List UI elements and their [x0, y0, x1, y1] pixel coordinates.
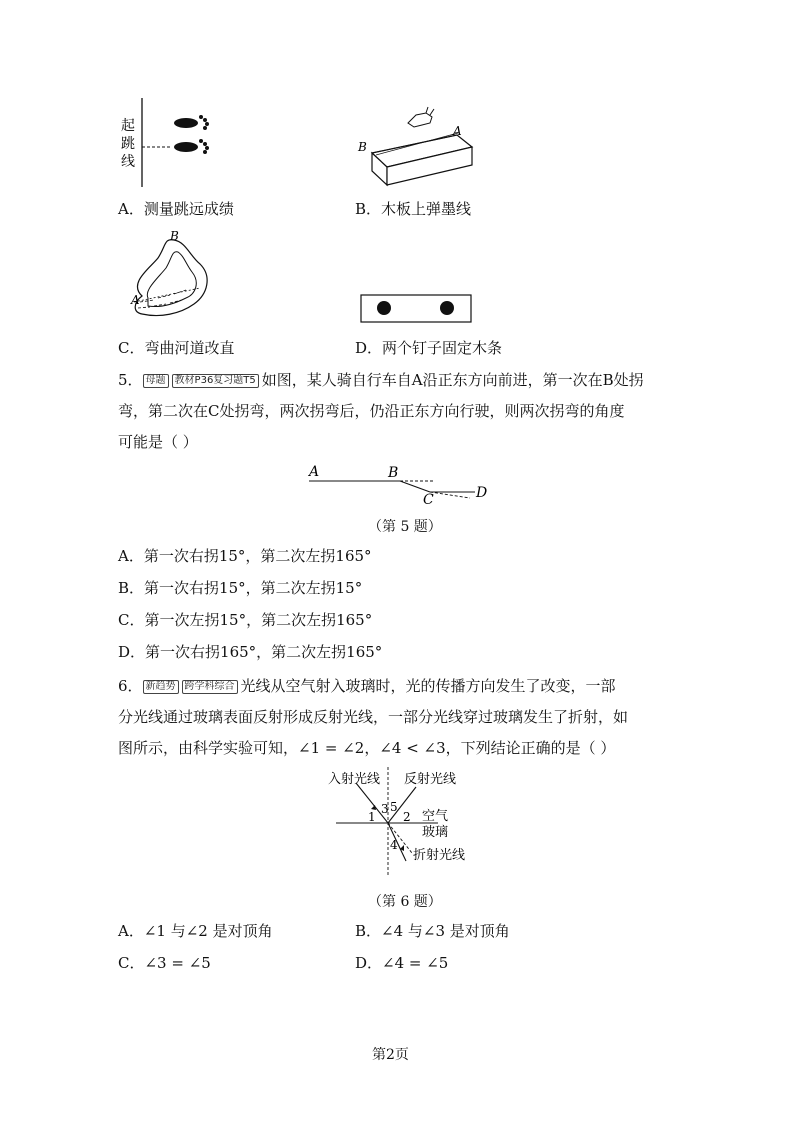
question-6-text-1: 光线从空气射入玻璃时，光的传播方向发生了改变，一部 — [240, 677, 616, 695]
nail-2 — [440, 301, 454, 315]
board-label-B: B — [358, 140, 367, 154]
q5-label-B: B — [388, 465, 399, 481]
q5-label-C: C — [423, 492, 434, 508]
board-label-A: A — [453, 124, 462, 138]
question-6-line3: 图所示，由科学实验可知，∠1 = ∠2，∠4 < ∠3，下列结论正确的是（ ） — [118, 739, 616, 757]
river-label-B: B — [170, 229, 179, 243]
q5-label-D: D — [476, 485, 488, 501]
question-5-number: 5． — [118, 371, 143, 389]
question-5-line1 — [118, 371, 644, 389]
option-6A: A．∠1 与∠2 是对顶角 — [118, 922, 273, 940]
figure-6-caption: （第 6 题） — [368, 894, 442, 910]
question-5-line2: 弯，第二次在C处拐弯，两次拐弯后，仍沿正东方向行驶，则两次拐弯的角度 — [118, 402, 625, 420]
angle-label-4: 4 — [390, 838, 398, 852]
option-5C: C．第一次左拐15°，第二次左拐165° — [118, 611, 373, 629]
option-4C: C．弯曲河道改直 — [118, 339, 235, 357]
question-6-tag-2: 跨学科综合 — [182, 680, 238, 694]
q5-label-A: A — [309, 464, 320, 480]
figure-q5-path — [305, 462, 495, 508]
figure-q6-refraction — [318, 765, 478, 880]
question-5-text-1: 如图，某人骑自行车自A沿正东方向前进，第一次在B处拐 — [261, 371, 644, 389]
jump-line-label-1: 起 — [121, 118, 135, 134]
question-5-tag-2: 教材P36复习题T5 — [172, 374, 259, 388]
figure-two-nails — [360, 292, 475, 326]
q6-label-reflected: 反射光线 — [404, 772, 457, 787]
angle-label-3: 3 — [381, 802, 389, 816]
option-4D: D．两个钉子固定木条 — [355, 339, 503, 357]
option-6B: B．∠4 与∠3 是对顶角 — [355, 922, 510, 940]
angle-label-1: 1 — [368, 810, 376, 824]
q6-label-incident: 入射光线 — [328, 772, 381, 787]
option-4A: A．测量跳远成绩 — [118, 200, 234, 218]
figure-river — [120, 228, 220, 328]
question-5-tag-1: 母题 — [143, 374, 169, 388]
question-6-line1 — [118, 677, 616, 695]
hand-icon — [408, 107, 434, 127]
page-number: 第2页 — [372, 1047, 409, 1063]
angle-label-2: 2 — [403, 810, 411, 824]
segment-BC — [400, 481, 430, 492]
option-5D: D．第一次右拐165°，第二次左拐165° — [118, 643, 383, 661]
jump-line-label-3: 线 — [121, 154, 135, 170]
option-5A: A．第一次右拐15°，第二次左拐165° — [118, 547, 372, 565]
river-label-A: A — [131, 293, 140, 307]
q6-label-glass: 玻璃 — [422, 825, 449, 840]
option-5B: B．第一次右拐15°，第二次左拐15° — [118, 579, 363, 597]
question-6-number: 6． — [118, 677, 143, 695]
option-4B: B．木板上弹墨线 — [355, 200, 472, 218]
figure-board-chalk-line — [352, 105, 482, 190]
q6-label-refracted: 折射光线 — [413, 848, 466, 863]
footprint-icon — [174, 115, 209, 154]
dashed-C — [430, 492, 470, 498]
q6-label-air: 空气 — [422, 809, 449, 824]
option-6D: D．∠4 = ∠5 — [355, 954, 449, 972]
figure-jump-measure — [110, 95, 220, 190]
option-6C: C．∠3 = ∠5 — [118, 954, 211, 972]
question-6-line2: 分光线通过玻璃表面反射形成反射光线，一部分光线穿过玻璃发生了折射，如 — [118, 708, 629, 726]
question-5-line3: 可能是（ ） — [118, 433, 198, 451]
angle-label-5: 5 — [390, 800, 398, 814]
question-6-tag-1: 新趋势 — [143, 680, 179, 694]
figure-5-caption: （第 5 题） — [368, 519, 442, 535]
jump-line-label-2: 跳 — [121, 136, 135, 152]
nail-1 — [377, 301, 391, 315]
